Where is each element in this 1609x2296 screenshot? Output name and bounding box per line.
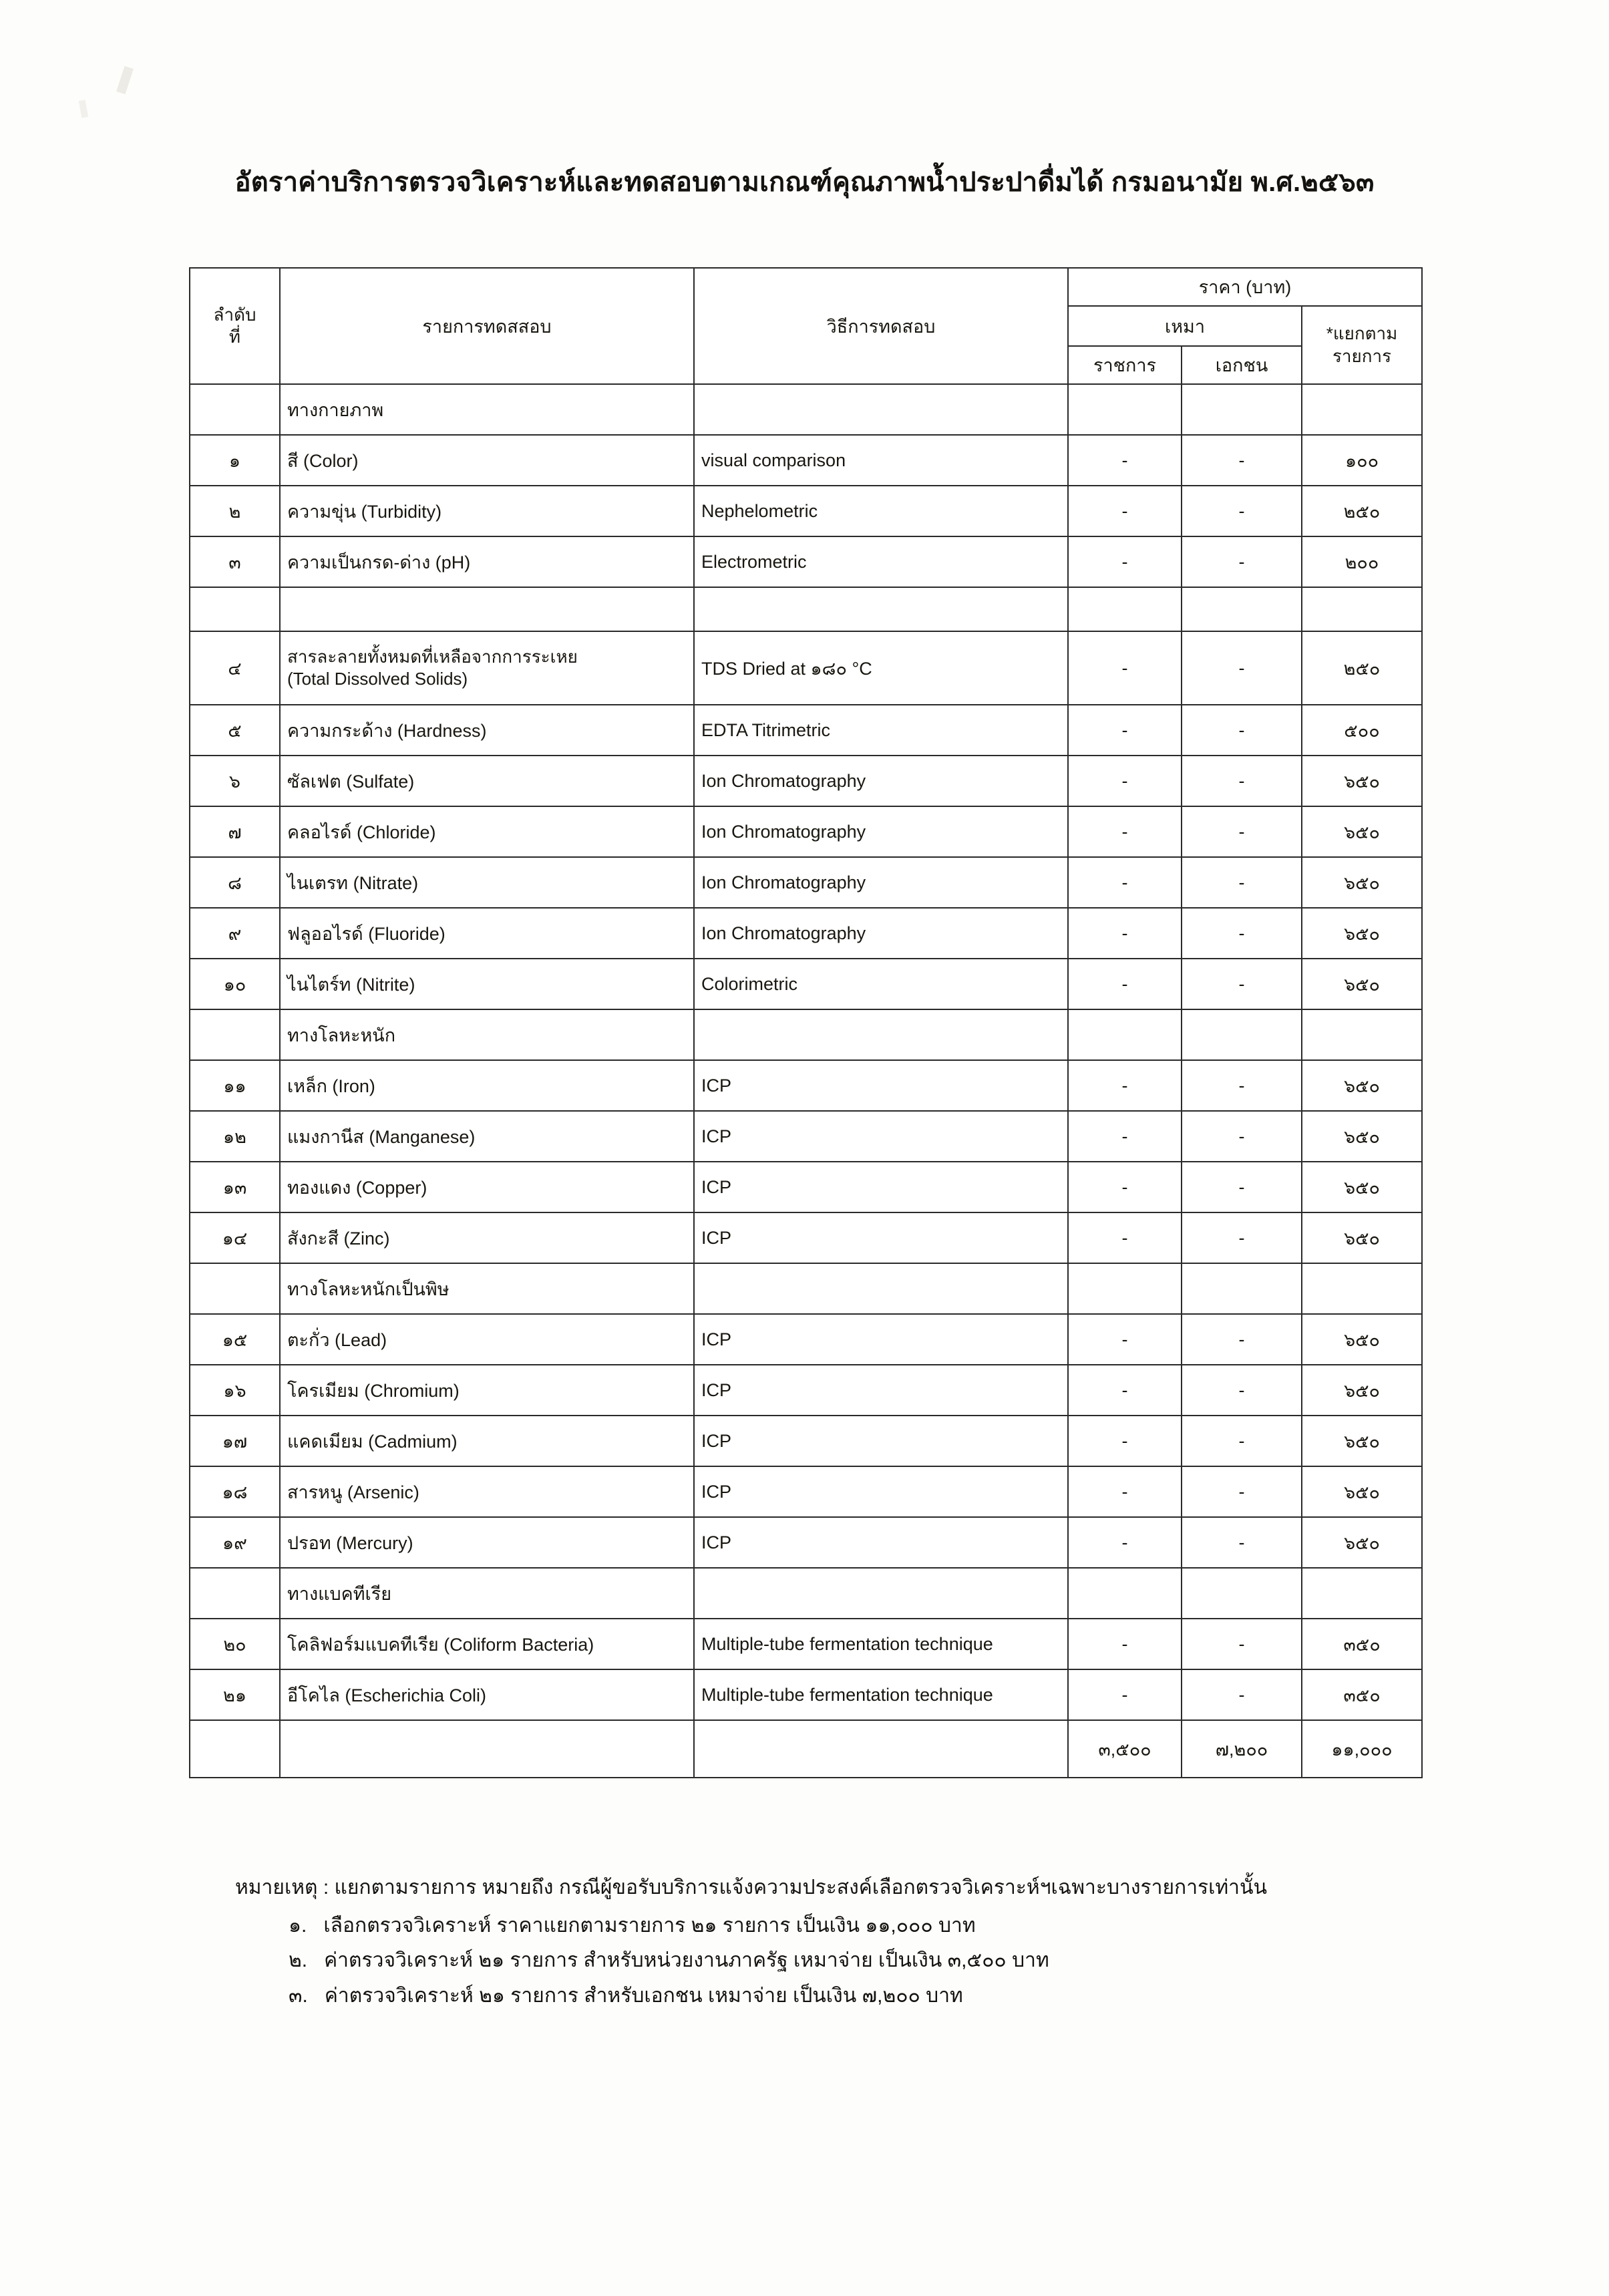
table-row — [190, 1416, 1422, 1466]
row-gov: - — [1068, 959, 1182, 1009]
row-item: แคดเมียม (Cadmium) — [280, 1416, 694, 1466]
row-method: ICP — [694, 1416, 1068, 1466]
row-separate: ๖๕๐ — [1302, 1314, 1422, 1365]
row-private: - — [1182, 1365, 1302, 1416]
table-row — [190, 857, 1422, 908]
section-private — [1182, 1009, 1302, 1060]
row-method: ICP — [694, 1517, 1068, 1568]
row-separate: ๖๕๐ — [1302, 1111, 1422, 1162]
row-gov: - — [1068, 806, 1182, 857]
row-method: ICP — [694, 1162, 1068, 1212]
row-gov: - — [1068, 1212, 1182, 1263]
row-method: Ion Chromatography — [694, 756, 1068, 806]
section-method — [694, 384, 1068, 435]
row-separate: ๒๐๐ — [1302, 536, 1422, 587]
section-method — [694, 1009, 1068, 1060]
row-private: - — [1182, 806, 1302, 857]
row-item: เหล็ก (Iron) — [280, 1060, 694, 1111]
row-method: TDS Dried at ๑๘๐ °C — [694, 631, 1068, 705]
header-lump-sum: เหมา — [1068, 306, 1302, 346]
row-item: ซัลเฟต (Sulfate) — [280, 756, 694, 806]
row-private: - — [1182, 908, 1302, 959]
row-method: ICP — [694, 1314, 1068, 1365]
row-private: - — [1182, 1517, 1302, 1568]
row-method: Nephelometric — [694, 486, 1068, 536]
section-label: ทางโลหะหนัก — [280, 1009, 694, 1060]
row-no: ๑ — [190, 435, 280, 486]
row-method: Multiple-tube fermentation technique — [694, 1619, 1068, 1669]
row-method: Multiple-tube fermentation technique — [694, 1669, 1068, 1720]
section-method — [694, 1568, 1068, 1619]
section-label: ทางกายภาพ — [280, 384, 694, 435]
section-separate — [1302, 384, 1422, 435]
header-no-line2: ที่ — [228, 327, 241, 347]
row-private: - — [1182, 857, 1302, 908]
row-gov: - — [1068, 1466, 1182, 1517]
table-row — [190, 705, 1422, 756]
row-item: แมงกานีส (Manganese) — [280, 1111, 694, 1162]
row-method: ICP — [694, 1365, 1068, 1416]
section-separate — [1302, 1568, 1422, 1619]
table-row — [190, 1314, 1422, 1365]
row-method: Colorimetric — [694, 959, 1068, 1009]
row-separate: ๖๕๐ — [1302, 1212, 1422, 1263]
table-section-row — [190, 1263, 1422, 1314]
row-private: - — [1182, 1466, 1302, 1517]
row-gov: - — [1068, 435, 1182, 486]
row-private: - — [1182, 1669, 1302, 1720]
header-price-group: ราคา (บาท) — [1068, 268, 1422, 306]
row-item: ไนไตร์ท (Nitrite) — [280, 959, 694, 1009]
row-private: - — [1182, 959, 1302, 1009]
row-separate: ๓๕๐ — [1302, 1669, 1422, 1720]
row-no: ๑๗ — [190, 1416, 280, 1466]
section-no — [190, 1263, 280, 1314]
total-item — [280, 1720, 694, 1778]
row-gov: - — [1068, 486, 1182, 536]
section-label: ทางแบคทีเรีย — [280, 1568, 694, 1619]
row-method: visual comparison — [694, 435, 1068, 486]
table-row — [190, 631, 1422, 705]
row-gov: - — [1068, 1111, 1182, 1162]
table-row — [190, 1111, 1422, 1162]
row-separate: ๒๕๐ — [1302, 486, 1422, 536]
row-item — [280, 631, 694, 705]
row-separate: ๖๕๐ — [1302, 1365, 1422, 1416]
table-total-row — [190, 1720, 1422, 1778]
total-private: ๗,๒๐๐ — [1182, 1720, 1302, 1778]
row-method: ICP — [694, 1111, 1068, 1162]
notes-block — [235, 1870, 1449, 2013]
row-no: ๔ — [190, 631, 280, 705]
row-separate: ๖๕๐ — [1302, 1416, 1422, 1466]
row-item: ความขุ่น (Turbidity) — [280, 486, 694, 536]
row-item: สารหนู (Arsenic) — [280, 1466, 694, 1517]
row-no: ๒๐ — [190, 1619, 280, 1669]
row-item: ตะกั่ว (Lead) — [280, 1314, 694, 1365]
row-gov: - — [1068, 1314, 1182, 1365]
table-row — [190, 1669, 1422, 1720]
row-no: ๑๓ — [190, 1162, 280, 1212]
header-no — [190, 268, 280, 384]
row-separate: ๖๕๐ — [1302, 1060, 1422, 1111]
row-private: - — [1182, 1416, 1302, 1466]
header-separate — [1302, 306, 1422, 384]
row-separate: ๓๕๐ — [1302, 1619, 1422, 1669]
row-item-line2: (Total Dissolved Solids) — [287, 669, 468, 689]
row-method: ICP — [694, 1060, 1068, 1111]
row-item: ความเป็นกรด-ด่าง (pH) — [280, 536, 694, 587]
row-gov: - — [1068, 1365, 1182, 1416]
row-private: - — [1182, 705, 1302, 756]
note-item-2: ๒. ค่าตรวจวิเคราะห์ ๒๑ รายการ สำหรับหน่วยงานภาครัฐ เหมาจ่าย เป็นเงิน ๓,๕๐๐ บาท — [289, 1949, 1049, 1971]
note-item-1: ๑. เลือกตรวจวิเคราะห์ ราคาแยกตามรายการ ๒๑ รายการ เป็นเงิน ๑๑,๐๐๐ บาท — [289, 1914, 976, 1937]
row-method: ICP — [694, 1212, 1068, 1263]
table-row — [190, 1212, 1422, 1263]
row-gov: - — [1068, 908, 1182, 959]
row-gov: - — [1068, 1517, 1182, 1568]
row-method: Ion Chromatography — [694, 806, 1068, 857]
header-no-line1: ลำดับ — [213, 304, 256, 325]
row-no: ๑๒ — [190, 1111, 280, 1162]
row-item: โครเมียม (Chromium) — [280, 1365, 694, 1416]
row-private: - — [1182, 1111, 1302, 1162]
table-row — [190, 1619, 1422, 1669]
row-item: อีโคไล (Escherichia Coli) — [280, 1669, 694, 1720]
row-no: ๗ — [190, 806, 280, 857]
row-no: ๑๔ — [190, 1212, 280, 1263]
row-separate: ๖๕๐ — [1302, 857, 1422, 908]
row-separate: ๖๕๐ — [1302, 756, 1422, 806]
total-separate: ๑๑,๐๐๐ — [1302, 1720, 1422, 1778]
row-private: - — [1182, 1619, 1302, 1669]
scan-artifact — [79, 100, 88, 118]
table-row — [190, 1466, 1422, 1517]
section-gov — [1068, 1009, 1182, 1060]
row-method: EDTA Titrimetric — [694, 705, 1068, 756]
table-row — [190, 959, 1422, 1009]
table-header — [190, 268, 1422, 384]
table-spacer-row — [190, 587, 1422, 631]
row-item: สี (Color) — [280, 435, 694, 486]
row-private: - — [1182, 1314, 1302, 1365]
table-row — [190, 1517, 1422, 1568]
spacer-no — [190, 587, 280, 631]
header-separate-line1: *แยกตาม — [1326, 323, 1398, 344]
spacer-method — [694, 587, 1068, 631]
table-section-row — [190, 1568, 1422, 1619]
row-separate: ๖๕๐ — [1302, 1466, 1422, 1517]
table-row — [190, 1162, 1422, 1212]
row-method: Electrometric — [694, 536, 1068, 587]
section-gov — [1068, 1568, 1182, 1619]
section-gov — [1068, 384, 1182, 435]
row-method: ICP — [694, 1466, 1068, 1517]
row-no: ๑๖ — [190, 1365, 280, 1416]
section-label: ทางโลหะหนักเป็นพิษ — [280, 1263, 694, 1314]
spacer-gov — [1068, 587, 1182, 631]
row-gov: - — [1068, 1060, 1182, 1111]
row-separate: ๖๕๐ — [1302, 806, 1422, 857]
price-table — [189, 267, 1423, 1778]
table-section-row — [190, 1009, 1422, 1060]
row-no: ๑๘ — [190, 1466, 280, 1517]
table-row — [190, 908, 1422, 959]
scan-artifact — [116, 66, 134, 94]
row-gov: - — [1068, 1619, 1182, 1669]
total-no — [190, 1720, 280, 1778]
table-row — [190, 806, 1422, 857]
header-item: รายการทดสสอบ — [280, 268, 694, 384]
row-no: ๑๕ — [190, 1314, 280, 1365]
row-no: ๒๑ — [190, 1669, 280, 1720]
table-row — [190, 756, 1422, 806]
row-item-line1: สารละลายทั้งหมดที่เหลือจากการระเหย — [287, 646, 578, 667]
table-body — [190, 384, 1422, 1778]
row-item: คลอไรด์ (Chloride) — [280, 806, 694, 857]
row-separate: ๑๐๐ — [1302, 435, 1422, 486]
spacer-separate — [1302, 587, 1422, 631]
section-no — [190, 1009, 280, 1060]
row-separate: ๖๕๐ — [1302, 908, 1422, 959]
row-private: - — [1182, 631, 1302, 705]
section-gov — [1068, 1263, 1182, 1314]
table-row — [190, 1365, 1422, 1416]
row-gov: - — [1068, 1669, 1182, 1720]
section-separate — [1302, 1263, 1422, 1314]
row-no: ๑๙ — [190, 1517, 280, 1568]
row-no: ๙ — [190, 908, 280, 959]
row-separate: ๖๕๐ — [1302, 1517, 1422, 1568]
table-section-row — [190, 384, 1422, 435]
row-no: ๘ — [190, 857, 280, 908]
header-gov: ราชการ — [1068, 346, 1182, 384]
row-separate: ๕๐๐ — [1302, 705, 1422, 756]
row-item: ไนเตรท (Nitrate) — [280, 857, 694, 908]
total-gov: ๓,๕๐๐ — [1068, 1720, 1182, 1778]
section-no — [190, 384, 280, 435]
section-private — [1182, 1568, 1302, 1619]
row-gov: - — [1068, 756, 1182, 806]
page-title: อัตราค่าบริการตรวจวิเคราะห์และทดสอบตามเกณฑ์คุณภาพน้ำประปาดื่มได้ กรมอนามัย พ.ศ.๒๕๖๓ — [234, 168, 1375, 197]
spacer-private — [1182, 587, 1302, 631]
row-item: โคลิฟอร์มแบคทีเรีย (Coliform Bacteria) — [280, 1619, 694, 1669]
table-row — [190, 486, 1422, 536]
row-separate: ๖๕๐ — [1302, 1162, 1422, 1212]
header-separate-line2: รายการ — [1332, 345, 1392, 366]
header-private: เอกชน — [1182, 346, 1302, 384]
row-private: - — [1182, 756, 1302, 806]
notes-heading: หมายเหตุ : แยกตามรายการ หมายถึง กรณีผู้ขอรับบริการแจ้งความประสงค์เลือกตรวจวิเคราะห์ฯเฉพาะบางรายการเท่านั้น — [235, 1876, 1268, 1899]
row-no: ๒ — [190, 486, 280, 536]
section-private — [1182, 1263, 1302, 1314]
row-private: - — [1182, 1060, 1302, 1111]
table-row — [190, 1060, 1422, 1111]
row-private: - — [1182, 435, 1302, 486]
note-item-3: ๓. ค่าตรวจวิเคราะห์ ๒๑ รายการ สำหรับเอกชน เหมาจ่าย เป็นเงิน ๗,๒๐๐ บาท — [289, 1984, 963, 2007]
section-private — [1182, 384, 1302, 435]
row-private: - — [1182, 1162, 1302, 1212]
row-item: ทองแดง (Copper) — [280, 1162, 694, 1212]
row-item: สังกะสี (Zinc) — [280, 1212, 694, 1263]
section-separate — [1302, 1009, 1422, 1060]
row-private: - — [1182, 536, 1302, 587]
row-gov: - — [1068, 705, 1182, 756]
row-no: ๓ — [190, 536, 280, 587]
row-gov: - — [1068, 1162, 1182, 1212]
row-gov: - — [1068, 1416, 1182, 1466]
row-gov: - — [1068, 536, 1182, 587]
row-no: ๖ — [190, 756, 280, 806]
row-item: ความกระด้าง (Hardness) — [280, 705, 694, 756]
total-method — [694, 1720, 1068, 1778]
section-no — [190, 1568, 280, 1619]
row-no: ๑๑ — [190, 1060, 280, 1111]
row-method: Ion Chromatography — [694, 857, 1068, 908]
row-separate: ๒๕๐ — [1302, 631, 1422, 705]
section-method — [694, 1263, 1068, 1314]
row-no: ๑๐ — [190, 959, 280, 1009]
row-method: Ion Chromatography — [694, 908, 1068, 959]
row-separate: ๖๕๐ — [1302, 959, 1422, 1009]
table-row — [190, 435, 1422, 486]
row-private: - — [1182, 1212, 1302, 1263]
row-item: ปรอท (Mercury) — [280, 1517, 694, 1568]
header-method: วิธีการทดสอบ — [694, 268, 1068, 384]
table-row — [190, 536, 1422, 587]
row-gov: - — [1068, 857, 1182, 908]
row-gov: - — [1068, 631, 1182, 705]
row-no: ๕ — [190, 705, 280, 756]
row-private: - — [1182, 486, 1302, 536]
row-item: ฟลูออไรด์ (Fluoride) — [280, 908, 694, 959]
spacer-item — [280, 587, 694, 631]
